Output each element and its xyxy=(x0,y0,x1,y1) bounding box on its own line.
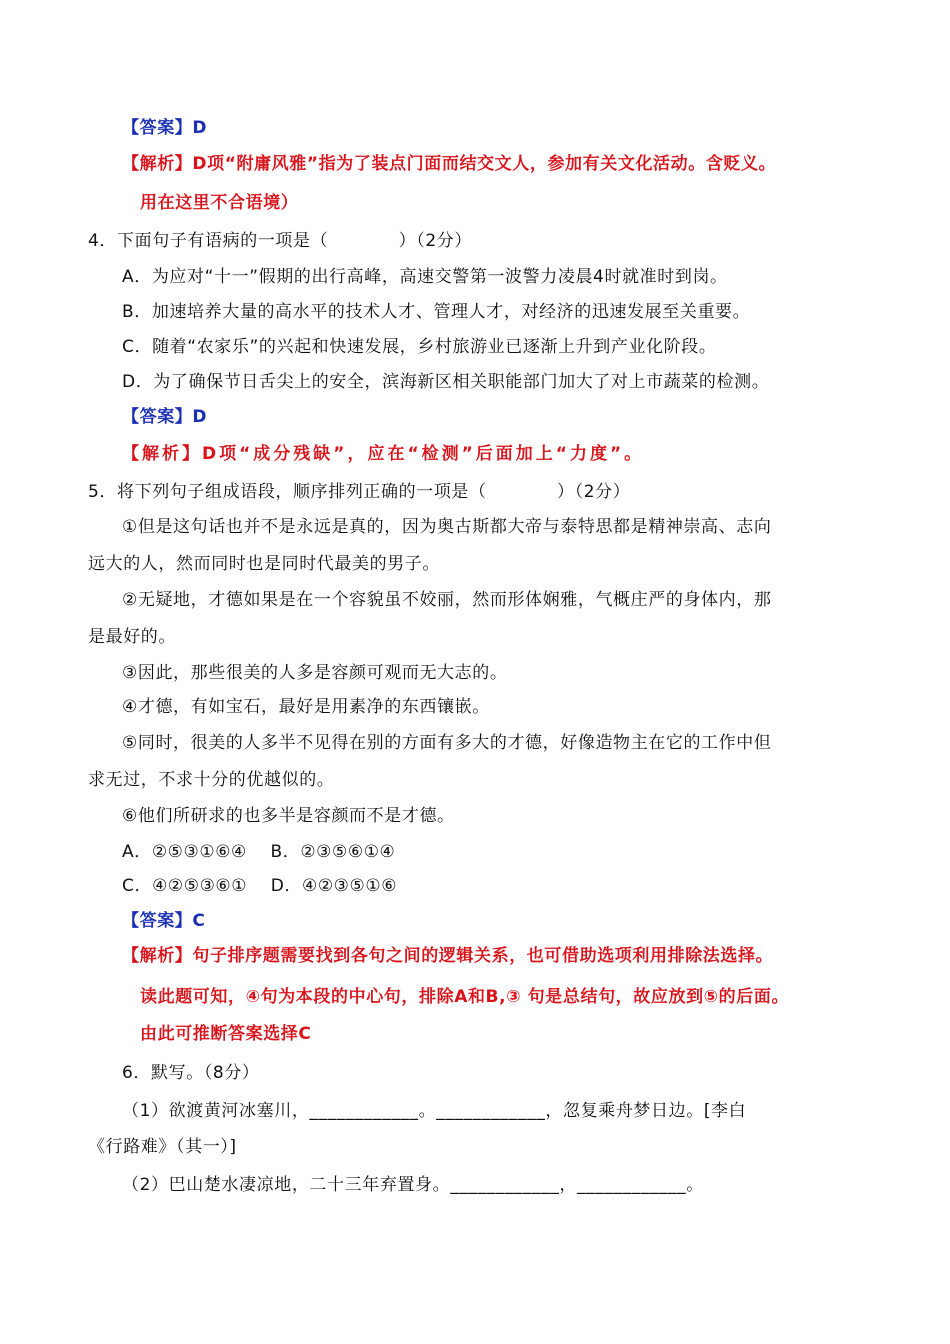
q6-item1-line2: 《行路难》（其一）] xyxy=(88,1137,237,1157)
q5-sentence6: ⑥他们所研求的也多半是容颜而不是才德。 xyxy=(122,806,455,826)
q5-sentence2-line1: ②无疑地，才德如果是在一个容貌虽不姣丽，然而形体娴雅，气概庄严的身体内，那 xyxy=(122,590,772,610)
q5-options-cd: C．④②⑤③⑥① D．④②③⑤①⑥ xyxy=(122,876,398,896)
q4-answer: 【答案】D xyxy=(122,407,208,427)
q5-sentence1-line1: ①但是这句话也并不是永远是真的，因为奥古斯都大帝与泰特思都是精神崇高、志向 xyxy=(122,517,772,537)
q3-explanation-line1: 【解析】D项“附庸风雅”指为了装点门面而结交文人，参加有关文化活动。含贬义。 xyxy=(122,154,777,174)
q5-sentence2-line2: 是最好的。 xyxy=(88,627,176,647)
q5-explanation-line3: 由此可推断答案选择C xyxy=(140,1024,312,1044)
q5-stem: 5．将下列句子组成语段，顺序排列正确的一项是（ ）（2分） xyxy=(88,482,631,502)
q4-option-a: A．为应对“十一”假期的出行高峰，高速交警第一波警力凌晨4时就准时到岗。 xyxy=(122,267,728,287)
q5-sentence1-line2: 远大的人，然而同时也是同时代最美的男子。 xyxy=(88,554,440,574)
q5-explanation-line2: 读此题可知，④句为本段的中心句，排除A和B,③ 句是总结句，故应放到⑤的后面。 xyxy=(140,987,790,1007)
q5-sentence3: ③因此，那些很美的人多是容颜可观而无大志的。 xyxy=(122,663,508,683)
q5-sentence4: ④才德，有如宝石，最好是用素净的东西镶嵌。 xyxy=(122,697,490,717)
q5-options-ab: A．②⑤③①⑥④ B．②③⑤⑥①④ xyxy=(122,842,396,862)
q4-explanation: 【解析】D项“成分残缺”，应在“检测”后面加上“力度”。 xyxy=(122,444,645,464)
q6-item2: （2）巴山楚水凄凉地，二十三年弃置身。____________，____________。 xyxy=(122,1175,704,1195)
q5-explanation-line1: 【解析】句子排序题需要找到各句之间的逻辑关系，也可借助选项利用排除法选择。 xyxy=(122,946,774,966)
q4-option-b: B．加速培养大量的高水平的技术人才、管理人才，对经济的迅速发展至关重要。 xyxy=(122,302,751,322)
q4-option-d: D．为了确保节日舌尖上的安全，滨海新区相关职能部门加大了对上市蔬菜的检测。 xyxy=(122,372,770,392)
q3-explanation-line2: 用在这里不合语境） xyxy=(140,193,299,213)
q5-answer: 【答案】C xyxy=(122,911,206,931)
q3-answer: 【答案】D xyxy=(122,118,208,138)
q4-option-c: C．随着“农家乐”的兴起和快速发展，乡村旅游业已逐渐上升到产业化阶段。 xyxy=(122,337,717,357)
q5-sentence5-line2: 求无过，不求十分的优越似的。 xyxy=(88,770,335,790)
q6-item1-line1: （1）欲渡黄河冰塞川，____________。____________，忽复乘舟梦日边。[李白 xyxy=(122,1101,747,1121)
q6-stem: 6．默写。（8分） xyxy=(122,1063,260,1083)
q5-sentence5-line1: ⑤同时，很美的人多半不见得在别的方面有多大的才德，好像造物主在它的工作中但 xyxy=(122,733,772,753)
q4-stem: 4．下面句子有语病的一项是（ ）（2分） xyxy=(88,231,472,251)
